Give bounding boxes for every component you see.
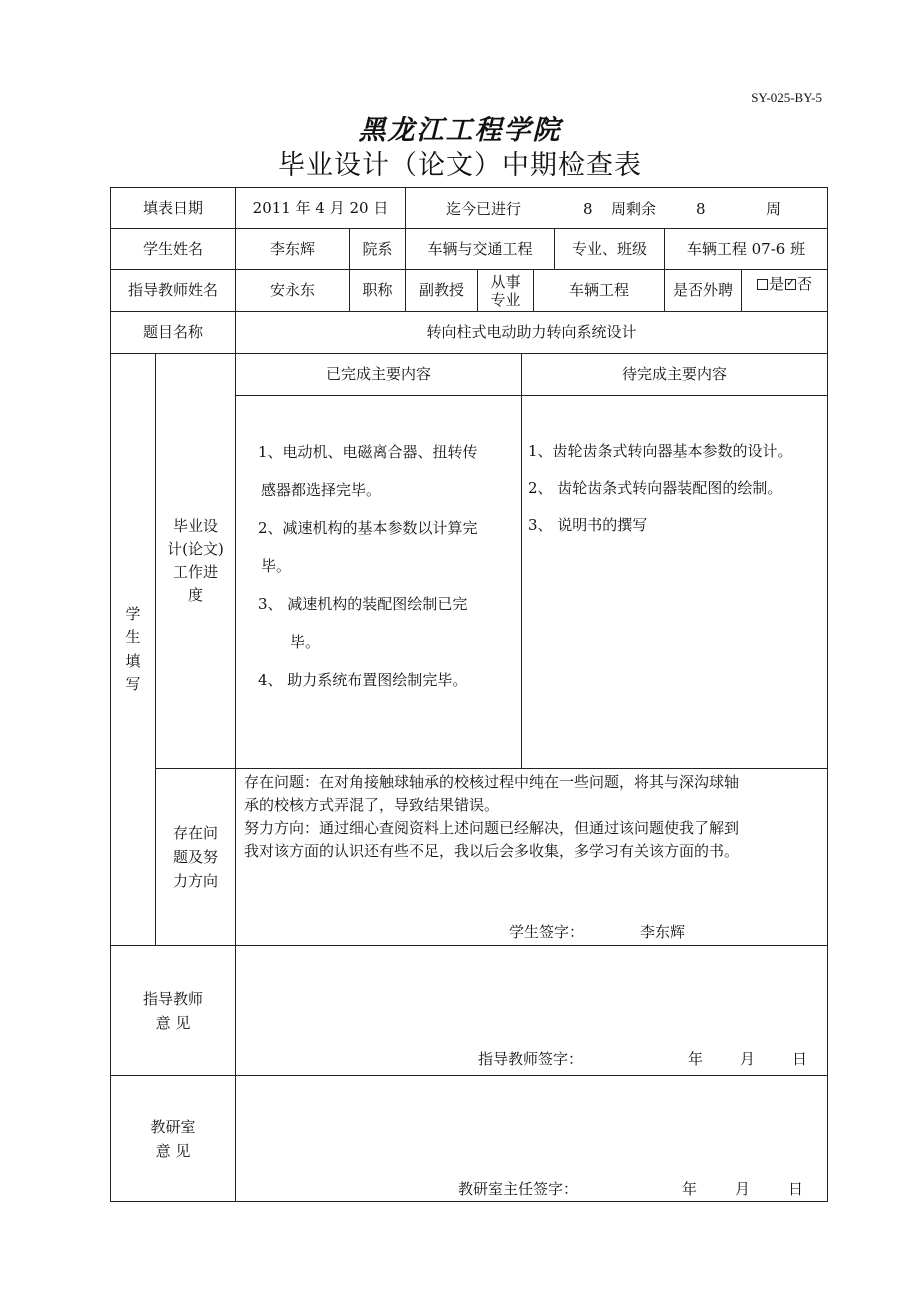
rank-value-cell (405, 269, 478, 312)
issues-label-line: 存在问 (172, 824, 218, 842)
external-no-label: 否 (797, 275, 813, 293)
done-item: 1、电动机、电磁离合器、扭转传 (258, 443, 478, 461)
external-yes-label: 是 (768, 275, 784, 293)
rank-label: 职称 (362, 281, 393, 300)
major-label: 专业、班级 (571, 239, 647, 258)
done-item: 毕。 (261, 557, 292, 575)
progress-label-line: 工作进 (172, 563, 218, 581)
student-section-char: 写 (125, 674, 141, 693)
student-section-char: 填 (125, 651, 141, 670)
date-value: 2011 年 4 月 20 日 (252, 198, 389, 217)
done-item: 2、减速机构的基本参数以计算完 (258, 519, 478, 537)
field-value-cell (533, 269, 665, 312)
todo-list (528, 433, 793, 544)
form-title: 毕业设计（论文）中期检查表 (278, 150, 642, 181)
dept-label-cell (349, 228, 406, 270)
progress-label-line: 计(论文) (167, 539, 224, 558)
field-label-line-2: 专业 (490, 290, 521, 309)
student-section-char: 学 (125, 605, 141, 623)
todo-item: 1、齿轮齿条式转向器基本参数的设计。 (528, 442, 793, 460)
issues-label-line: 力方向 (172, 872, 218, 890)
date-label: 填表日期 (142, 198, 203, 217)
advisor-day: 日 (792, 1050, 808, 1068)
issues-text (244, 771, 739, 863)
weeks-done: 8 (583, 200, 593, 218)
office-label-line: 教研室 (150, 1117, 196, 1136)
rank-label-cell (349, 269, 406, 312)
progress-label-cell (155, 353, 236, 769)
issues-label-line: 题及努 (172, 848, 218, 866)
advisor-label-line: 意 见 (155, 1013, 191, 1032)
external-choice (757, 274, 812, 294)
external-yes-checkbox[interactable] (757, 279, 768, 290)
progress-cell (405, 187, 828, 229)
advisor-signature-label: 指导教师签字： (478, 1050, 584, 1068)
student-label-cell (110, 228, 236, 270)
advisor-year: 年 (688, 1050, 704, 1068)
student-name: 李东辉 (269, 239, 315, 258)
done-item: 3、 减速机构的装配图绘制已完 (258, 595, 468, 613)
student-name-cell (235, 228, 350, 270)
done-item: 4、 助力系统布置图绘制完毕。 (258, 671, 468, 689)
dept-value-cell (405, 228, 555, 270)
student-section-label-cell (110, 353, 156, 946)
issues-line: 我对该方面的认识还有些不足，我以后会多收集，多学习有关该方面的书。 (244, 842, 740, 860)
advisor-label-cell (110, 945, 236, 1076)
issues-line: 承的校核方式弄混了，导致结果错误。 (244, 796, 500, 814)
issues-label-cell (155, 768, 236, 946)
school-name-calligraphy: 黑龙江工程学院 (358, 115, 562, 146)
done-item: 毕。 (290, 633, 321, 651)
done-item: 感器都选择完毕。 (261, 481, 382, 499)
advisor-month: 月 (740, 1050, 756, 1068)
weeks-remaining-label: 周剩余 (611, 200, 657, 218)
teacher-label: 指导教师姓名 (127, 281, 218, 300)
todo-item: 3、 说明书的撰写 (528, 516, 648, 534)
topic-label-cell (110, 311, 236, 354)
weeks-left: 8 (696, 200, 706, 218)
student-label: 学生姓名 (142, 239, 203, 258)
field-label-line-1: 从事 (490, 272, 521, 291)
done-header-cell (235, 353, 522, 396)
external-label-cell (664, 269, 742, 312)
student-section-char: 生 (125, 628, 141, 647)
major-value-cell (664, 228, 828, 270)
advisor-label-line: 指导教师 (142, 989, 203, 1008)
external-no-checkbox[interactable] (785, 279, 796, 290)
date-value-cell (235, 187, 406, 229)
external-choice-cell (741, 269, 828, 312)
office-signature-label: 教研室主任签字： (458, 1180, 579, 1198)
rank-value: 副教授 (418, 281, 464, 300)
dept-value: 车辆与交通工程 (427, 239, 533, 258)
topic-label: 题目名称 (142, 323, 203, 342)
topic-value: 转向柱式电动助力转向系统设计 (426, 323, 637, 342)
topic-value-cell (235, 311, 828, 354)
teacher-name: 安永东 (269, 281, 315, 300)
office-month: 月 (735, 1180, 751, 1198)
field-value: 车辆工程 (568, 281, 629, 300)
issues-line: 存在问题：在对角接触球轴承的校核过程中纯在一些问题，将其与深沟球轴 (244, 773, 740, 791)
done-list (258, 433, 478, 699)
teacher-name-cell (235, 269, 350, 312)
field-label-cell (477, 269, 534, 312)
progress-label-line: 度 (187, 586, 203, 605)
external-label: 是否外聘 (672, 281, 733, 300)
teacher-label-cell (110, 269, 236, 312)
major-label-cell (554, 228, 665, 270)
office-year: 年 (682, 1180, 698, 1198)
progress-label: 迄今已进行 (446, 200, 522, 218)
todo-header-cell (521, 353, 828, 396)
student-signature: 李东辉 (640, 923, 686, 941)
todo-header: 待完成主要内容 (621, 365, 727, 384)
major-value: 车辆工程 07-6 班 (686, 239, 806, 258)
document-code: SY-025-BY-5 (751, 90, 822, 105)
week-unit: 周 (766, 200, 782, 218)
todo-item: 2、 齿轮齿条式转向器装配图的绘制。 (528, 479, 783, 497)
office-day: 日 (788, 1180, 804, 1198)
date-label-cell (110, 187, 236, 229)
issues-line: 努力方向：通过细心查阅资料上述问题已经解决，但通过该问题使我了解到 (244, 819, 740, 837)
student-signature-label: 学生签字： (509, 923, 585, 941)
progress-label-line: 毕业设 (172, 516, 218, 535)
office-label-cell (110, 1075, 236, 1202)
done-header: 已完成主要内容 (325, 365, 431, 384)
office-label-line: 意 见 (155, 1141, 191, 1160)
dept-label: 院系 (362, 239, 393, 258)
